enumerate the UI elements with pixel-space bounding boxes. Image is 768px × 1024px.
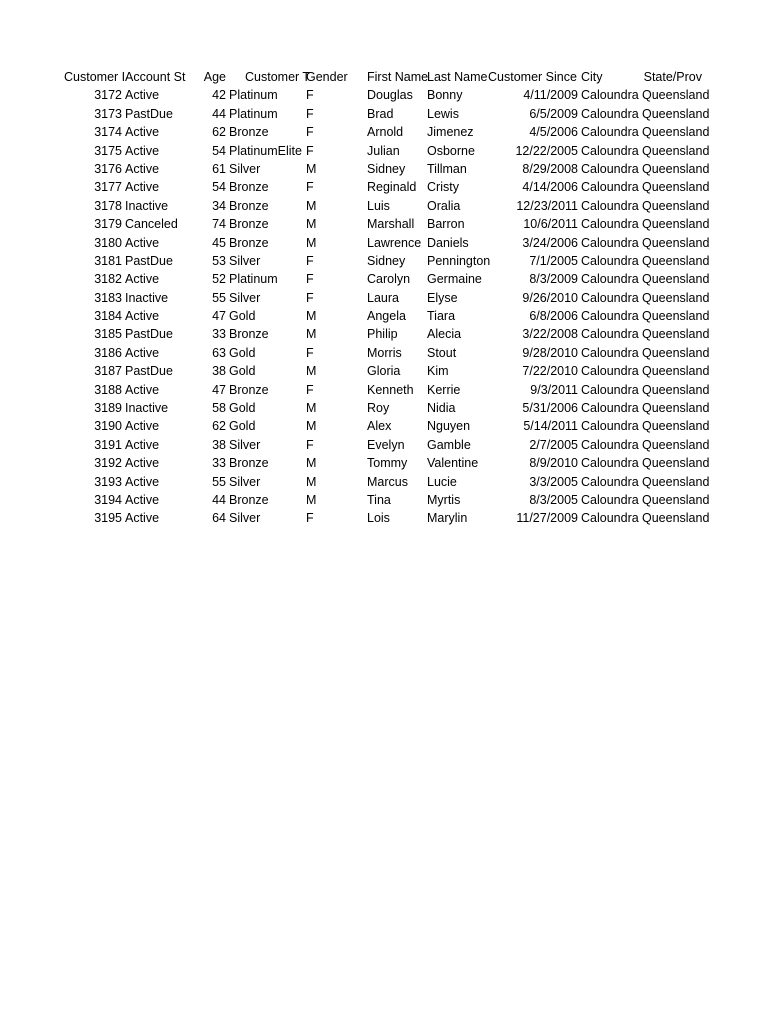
table-row: [0, 123, 768, 141]
cell-state[interactable]: Queensland: [642, 180, 710, 195]
cell-account-status[interactable]: Active: [125, 161, 160, 176]
cell-customer-tier[interactable]: Bronze: [229, 125, 269, 140]
cell-first-name[interactable]: Marshall: [367, 217, 415, 232]
table-row: [0, 417, 768, 435]
table-row: [0, 473, 768, 491]
cell-account-status[interactable]: PastDue: [125, 253, 173, 268]
cell-customer-since[interactable]: 10/6/2011: [523, 217, 578, 232]
cell-state[interactable]: Queensland: [642, 456, 710, 471]
cell-account-status[interactable]: Active: [125, 511, 160, 526]
cell-customer-id[interactable]: 3181: [94, 253, 122, 268]
header-first-name[interactable]: First Name: [367, 70, 429, 84]
cell-customer-since[interactable]: 6/5/2009: [529, 106, 578, 121]
cell-customer-since[interactable]: 8/9/2010: [529, 456, 578, 471]
cell-first-name[interactable]: Morris: [367, 345, 402, 360]
cell-age[interactable]: 54: [212, 143, 226, 158]
cell-city[interactable]: Caloundra: [581, 474, 639, 489]
cell-account-status[interactable]: Active: [125, 382, 160, 397]
cell-gender[interactable]: F: [306, 290, 314, 305]
table-row: [0, 252, 768, 270]
cell-gender[interactable]: F: [306, 143, 314, 158]
cell-first-name[interactable]: Reginald: [367, 180, 417, 195]
cell-customer-id[interactable]: 3187: [94, 364, 122, 379]
cell-customer-tier[interactable]: Gold: [229, 309, 256, 324]
table-row: [0, 234, 768, 252]
table-row: [0, 344, 768, 362]
cell-first-name[interactable]: Angela: [367, 309, 406, 324]
cell-customer-tier[interactable]: Silver: [229, 437, 261, 452]
cell-state[interactable]: Queensland: [642, 253, 710, 268]
cell-age[interactable]: 62: [212, 419, 226, 434]
cell-city[interactable]: Caloundra: [581, 180, 639, 195]
cell-city[interactable]: Caloundra: [581, 456, 639, 471]
cell-first-name[interactable]: Tina: [367, 492, 391, 507]
cell-last-name[interactable]: Germaine: [427, 272, 482, 287]
cell-first-name[interactable]: Douglas: [367, 88, 413, 103]
cell-last-name[interactable]: Nguyen: [427, 419, 471, 434]
cell-state[interactable]: Queensland: [642, 511, 710, 526]
cell-age[interactable]: 47: [212, 382, 226, 397]
cell-city[interactable]: Caloundra: [581, 198, 639, 213]
cell-customer-id[interactable]: 3179: [94, 217, 122, 232]
table-row: [0, 362, 768, 380]
cell-customer-tier[interactable]: Bronze: [229, 456, 269, 471]
cell-age[interactable]: 55: [212, 474, 226, 489]
cell-city[interactable]: Caloundra: [581, 382, 639, 397]
table-row: [0, 142, 768, 160]
cell-customer-id[interactable]: 3192: [94, 456, 122, 471]
cell-state[interactable]: Queensland: [642, 272, 710, 287]
cell-account-status[interactable]: Canceled: [125, 217, 178, 232]
cell-city[interactable]: Caloundra: [581, 217, 639, 232]
cell-city[interactable]: Caloundra: [581, 253, 639, 268]
cell-last-name[interactable]: Bonny: [427, 88, 463, 103]
cell-customer-id[interactable]: 3188: [94, 382, 122, 397]
cell-last-name[interactable]: Daniels: [427, 235, 469, 250]
cell-city[interactable]: Caloundra: [581, 309, 639, 324]
cell-account-status[interactable]: Active: [125, 125, 160, 140]
cell-first-name[interactable]: Lois: [367, 511, 390, 526]
cell-age[interactable]: 38: [212, 364, 226, 379]
cell-customer-since[interactable]: 5/31/2006: [522, 401, 578, 416]
cell-last-name[interactable]: Stout: [427, 345, 457, 360]
cell-customer-tier[interactable]: Bronze: [229, 327, 269, 342]
cell-first-name[interactable]: Marcus: [367, 474, 408, 489]
table-row: [0, 160, 768, 178]
cell-city[interactable]: Caloundra: [581, 125, 639, 140]
cell-account-status[interactable]: Active: [125, 345, 160, 360]
cell-state[interactable]: Queensland: [642, 309, 710, 324]
cell-age[interactable]: 33: [212, 456, 226, 471]
cell-account-status[interactable]: Active: [125, 419, 160, 434]
cell-state[interactable]: Queensland: [642, 161, 710, 176]
cell-customer-since[interactable]: 11/27/2009: [516, 511, 578, 526]
cell-account-status[interactable]: Active: [125, 474, 160, 489]
cell-gender[interactable]: M: [306, 456, 317, 471]
cell-city[interactable]: Caloundra: [581, 290, 639, 305]
cell-gender[interactable]: M: [306, 309, 317, 324]
cell-state[interactable]: Queensland: [642, 327, 710, 342]
cell-gender[interactable]: F: [306, 345, 314, 360]
cell-last-name[interactable]: Kim: [427, 364, 449, 379]
cell-first-name[interactable]: Lawrence: [367, 235, 422, 250]
cell-age[interactable]: 33: [212, 327, 226, 342]
table-row: [0, 270, 768, 288]
cell-state[interactable]: Queensland: [642, 492, 710, 507]
table-row: [0, 86, 768, 104]
cell-customer-tier[interactable]: Gold: [229, 345, 256, 360]
cell-last-name[interactable]: Nidia: [427, 401, 456, 416]
cell-gender[interactable]: M: [306, 198, 317, 213]
cell-gender[interactable]: F: [306, 382, 314, 397]
cell-customer-tier[interactable]: Platinum: [229, 106, 278, 121]
cell-gender[interactable]: F: [306, 437, 314, 452]
cell-state[interactable]: Queensland: [642, 235, 710, 250]
cell-state[interactable]: Queensland: [642, 88, 710, 103]
cell-account-status[interactable]: Inactive: [125, 290, 169, 305]
cell-first-name[interactable]: Brad: [367, 106, 394, 121]
cell-state[interactable]: Queensland: [642, 217, 710, 232]
cell-account-status[interactable]: PastDue: [125, 364, 173, 379]
cell-account-status[interactable]: Active: [125, 180, 160, 195]
cell-account-status[interactable]: Inactive: [125, 198, 169, 213]
cell-customer-since[interactable]: 7/22/2010: [522, 364, 578, 379]
cell-customer-id[interactable]: 3172: [94, 88, 122, 103]
cell-account-status[interactable]: Active: [125, 492, 160, 507]
cell-city[interactable]: Caloundra: [581, 88, 639, 103]
cell-customer-id[interactable]: 3177: [94, 180, 122, 195]
cell-gender[interactable]: M: [306, 492, 317, 507]
cell-gender[interactable]: M: [306, 474, 317, 489]
cell-gender[interactable]: F: [306, 88, 314, 103]
cell-age[interactable]: 53: [212, 253, 226, 268]
cell-gender[interactable]: F: [306, 253, 314, 268]
cell-city[interactable]: Caloundra: [581, 106, 639, 121]
cell-customer-id[interactable]: 3186: [94, 345, 122, 360]
cell-first-name[interactable]: Julian: [367, 143, 400, 158]
cell-state[interactable]: Queensland: [642, 437, 710, 452]
cell-state[interactable]: Queensland: [642, 401, 710, 416]
cell-last-name[interactable]: Alecia: [427, 327, 462, 342]
cell-customer-id[interactable]: 3185: [94, 327, 122, 342]
table-row: [0, 197, 768, 215]
cell-gender[interactable]: F: [306, 180, 314, 195]
table-row: [0, 325, 768, 343]
cell-age[interactable]: 55: [212, 290, 226, 305]
cell-state[interactable]: Queensland: [642, 382, 710, 397]
header-customer-id[interactable]: Customer I: [64, 70, 126, 84]
table-row: [0, 215, 768, 233]
cell-customer-since[interactable]: 4/11/2009: [523, 88, 578, 103]
cell-customer-since[interactable]: 12/22/2005: [515, 143, 578, 158]
cell-first-name[interactable]: Laura: [367, 290, 399, 305]
cell-first-name[interactable]: Arnold: [367, 125, 404, 140]
cell-state[interactable]: Queensland: [642, 345, 710, 360]
cell-customer-id[interactable]: 3175: [94, 143, 122, 158]
cell-customer-id[interactable]: 3190: [94, 419, 122, 434]
cell-first-name[interactable]: Gloria: [367, 364, 401, 379]
cell-customer-tier[interactable]: Bronze: [229, 492, 269, 507]
cell-first-name[interactable]: Sidney: [367, 253, 406, 268]
cell-customer-since[interactable]: 3/24/2006: [522, 235, 578, 250]
cell-gender[interactable]: M: [306, 327, 317, 342]
cell-account-status[interactable]: Active: [125, 272, 160, 287]
table-row: [0, 454, 768, 472]
cell-city[interactable]: Caloundra: [581, 511, 639, 526]
header-row: [0, 68, 768, 86]
cell-city[interactable]: Caloundra: [581, 419, 639, 434]
cell-customer-since[interactable]: 5/14/2011: [523, 419, 578, 434]
cell-last-name[interactable]: Elyse: [427, 290, 458, 305]
cell-customer-since[interactable]: 8/3/2005: [529, 492, 578, 507]
cell-gender[interactable]: M: [306, 235, 317, 250]
cell-customer-tier[interactable]: Silver: [229, 290, 261, 305]
cell-customer-tier[interactable]: Platinum: [229, 272, 278, 287]
cell-city[interactable]: Caloundra: [581, 345, 639, 360]
cell-age[interactable]: 44: [212, 492, 226, 507]
cell-gender[interactable]: M: [306, 401, 317, 416]
cell-last-name[interactable]: Kerrie: [427, 382, 461, 397]
cell-gender[interactable]: M: [306, 161, 317, 176]
header-state[interactable]: State/Prov: [643, 70, 702, 84]
cell-customer-tier[interactable]: Platinum: [229, 88, 278, 103]
cell-age[interactable]: 63: [212, 345, 226, 360]
cell-customer-id[interactable]: 3194: [94, 492, 122, 507]
header-age[interactable]: Age: [203, 70, 226, 84]
cell-age[interactable]: 45: [212, 235, 226, 250]
cell-customer-id[interactable]: 3174: [94, 125, 122, 140]
cell-customer-tier[interactable]: Silver: [229, 511, 261, 526]
cell-city[interactable]: Caloundra: [581, 437, 639, 452]
cell-last-name[interactable]: Lucie: [427, 474, 457, 489]
cell-gender[interactable]: F: [306, 106, 314, 121]
cell-first-name[interactable]: Evelyn: [367, 437, 405, 452]
cell-first-name[interactable]: Carolyn: [367, 272, 411, 287]
cell-age[interactable]: 74: [212, 217, 226, 232]
table-row: [0, 509, 768, 527]
cell-age[interactable]: 38: [212, 437, 226, 452]
cell-age[interactable]: 34: [212, 198, 226, 213]
cell-last-name[interactable]: Jimenez: [427, 125, 474, 140]
cell-last-name[interactable]: Tiara: [427, 309, 456, 324]
cell-state[interactable]: Queensland: [642, 106, 710, 121]
cell-city[interactable]: Caloundra: [581, 401, 639, 416]
cell-last-name[interactable]: Myrtis: [427, 492, 461, 507]
cell-customer-id[interactable]: 3184: [94, 309, 122, 324]
cell-customer-id[interactable]: 3191: [94, 437, 122, 452]
cell-age[interactable]: 44: [212, 106, 226, 121]
cell-customer-since[interactable]: 4/14/2006: [522, 180, 578, 195]
cell-last-name[interactable]: Osborne: [427, 143, 475, 158]
cell-customer-id[interactable]: 3193: [94, 474, 122, 489]
cell-state[interactable]: Queensland: [642, 143, 710, 158]
cell-state[interactable]: Queensland: [642, 290, 710, 305]
cell-last-name[interactable]: Barron: [427, 217, 465, 232]
cell-last-name[interactable]: Gamble: [427, 437, 471, 452]
cell-last-name[interactable]: Marylin: [427, 511, 468, 526]
cell-first-name[interactable]: Alex: [367, 419, 392, 434]
cell-age[interactable]: 58: [212, 401, 226, 416]
cell-customer-tier[interactable]: Bronze: [229, 235, 269, 250]
cell-age[interactable]: 62: [212, 125, 226, 140]
cell-last-name[interactable]: Lewis: [427, 106, 459, 121]
cell-account-status[interactable]: Active: [125, 456, 160, 471]
cell-last-name[interactable]: Oralia: [427, 198, 461, 213]
cell-first-name[interactable]: Luis: [367, 198, 390, 213]
cell-customer-id[interactable]: 3195: [94, 511, 122, 526]
cell-first-name[interactable]: Tommy: [367, 456, 408, 471]
cell-city[interactable]: Caloundra: [581, 272, 639, 287]
cell-account-status[interactable]: Active: [125, 437, 160, 452]
cell-age[interactable]: 42: [212, 88, 226, 103]
table-row: [0, 399, 768, 417]
cell-customer-since[interactable]: 2/7/2005: [529, 437, 578, 452]
cell-gender[interactable]: F: [306, 272, 314, 287]
cell-last-name[interactable]: Tillman: [427, 161, 467, 176]
cell-customer-id[interactable]: 3183: [94, 290, 122, 305]
cell-last-name[interactable]: Valentine: [427, 456, 479, 471]
cell-account-status[interactable]: Active: [125, 88, 160, 103]
cell-customer-tier[interactable]: Bronze: [229, 180, 269, 195]
cell-first-name[interactable]: Philip: [367, 327, 398, 342]
cell-first-name[interactable]: Kenneth: [367, 382, 414, 397]
cell-customer-since[interactable]: 9/3/2011: [530, 382, 578, 397]
cell-customer-tier[interactable]: Gold: [229, 364, 256, 379]
table-row: [0, 381, 768, 399]
table-row: [0, 436, 768, 454]
cell-customer-since[interactable]: 3/22/2008: [522, 327, 578, 342]
cell-customer-id[interactable]: 3176: [94, 161, 122, 176]
cell-customer-tier[interactable]: Gold: [229, 419, 256, 434]
cell-customer-since[interactable]: 4/5/2006: [529, 125, 578, 140]
cell-customer-since[interactable]: 7/1/2005: [529, 253, 578, 268]
cell-customer-since[interactable]: 9/28/2010: [522, 345, 578, 360]
table-row: [0, 307, 768, 325]
cell-customer-id[interactable]: 3178: [94, 198, 122, 213]
cell-gender[interactable]: M: [306, 217, 317, 232]
cell-gender[interactable]: M: [306, 364, 317, 379]
cell-state[interactable]: Queensland: [642, 364, 710, 379]
cell-customer-id[interactable]: 3180: [94, 235, 122, 250]
cell-gender[interactable]: F: [306, 125, 314, 140]
cell-age[interactable]: 54: [212, 180, 226, 195]
cell-age[interactable]: 47: [212, 309, 226, 324]
cell-last-name[interactable]: Cristy: [427, 180, 459, 195]
spreadsheet-table: [0, 68, 768, 528]
cell-account-status[interactable]: PastDue: [125, 327, 173, 342]
cell-customer-since[interactable]: 12/23/2011: [516, 198, 578, 213]
cell-account-status[interactable]: Active: [125, 309, 160, 324]
cell-customer-tier[interactable]: Silver: [229, 253, 261, 268]
table-body: [0, 86, 768, 527]
cell-customer-tier[interactable]: Bronze: [229, 217, 269, 232]
cell-customer-tier[interactable]: Bronze: [229, 198, 269, 213]
header-city[interactable]: City: [581, 70, 603, 84]
cell-customer-id[interactable]: 3173: [94, 106, 122, 121]
cell-city[interactable]: Caloundra: [581, 327, 639, 342]
table-row: [0, 105, 768, 123]
cell-first-name[interactable]: Sidney: [367, 161, 406, 176]
cell-age[interactable]: 64: [212, 511, 226, 526]
cell-age[interactable]: 61: [212, 161, 226, 176]
cell-customer-since[interactable]: 8/29/2008: [522, 161, 578, 176]
cell-city[interactable]: Caloundra: [581, 161, 639, 176]
table-row: [0, 491, 768, 509]
cell-account-status[interactable]: Active: [125, 235, 160, 250]
cell-customer-since[interactable]: 8/3/2009: [529, 272, 578, 287]
cell-account-status[interactable]: PastDue: [125, 106, 173, 121]
cell-state[interactable]: Queensland: [642, 198, 710, 213]
cell-customer-since[interactable]: 9/26/2010: [522, 290, 578, 305]
cell-account-status[interactable]: Active: [125, 143, 160, 158]
header-gender[interactable]: Gender: [306, 70, 348, 84]
cell-city[interactable]: Caloundra: [581, 364, 639, 379]
cell-gender[interactable]: F: [306, 511, 314, 526]
cell-state[interactable]: Queensland: [642, 474, 710, 489]
table-row: [0, 289, 768, 307]
cell-city[interactable]: Caloundra: [581, 143, 639, 158]
cell-state[interactable]: Queensland: [642, 419, 710, 434]
cell-age[interactable]: 52: [212, 272, 226, 287]
cell-gender[interactable]: M: [306, 419, 317, 434]
header-customer-tier[interactable]: Customer T: [245, 70, 311, 84]
cell-last-name[interactable]: Pennington: [427, 253, 491, 268]
cell-account-status[interactable]: Inactive: [125, 401, 169, 416]
cell-customer-since[interactable]: 6/8/2006: [529, 309, 578, 324]
cell-customer-id[interactable]: 3189: [94, 401, 122, 416]
header-customer-since[interactable]: Customer Since: [488, 70, 577, 84]
cell-customer-tier[interactable]: Silver: [229, 161, 261, 176]
cell-customer-id[interactable]: 3182: [94, 272, 122, 287]
cell-city[interactable]: Caloundra: [581, 492, 639, 507]
cell-customer-tier[interactable]: Gold: [229, 401, 256, 416]
header-last-name[interactable]: Last Name: [427, 70, 488, 84]
cell-first-name[interactable]: Roy: [367, 401, 390, 416]
cell-customer-tier[interactable]: Silver: [229, 474, 261, 489]
cell-customer-tier[interactable]: Bronze: [229, 382, 269, 397]
cell-city[interactable]: Caloundra: [581, 235, 639, 250]
cell-state[interactable]: Queensland: [642, 125, 710, 140]
cell-customer-since[interactable]: 3/3/2005: [529, 474, 578, 489]
table-row: [0, 178, 768, 196]
cell-customer-tier[interactable]: PlatinumElite: [229, 143, 302, 158]
header-account-status[interactable]: Account St: [125, 70, 186, 84]
